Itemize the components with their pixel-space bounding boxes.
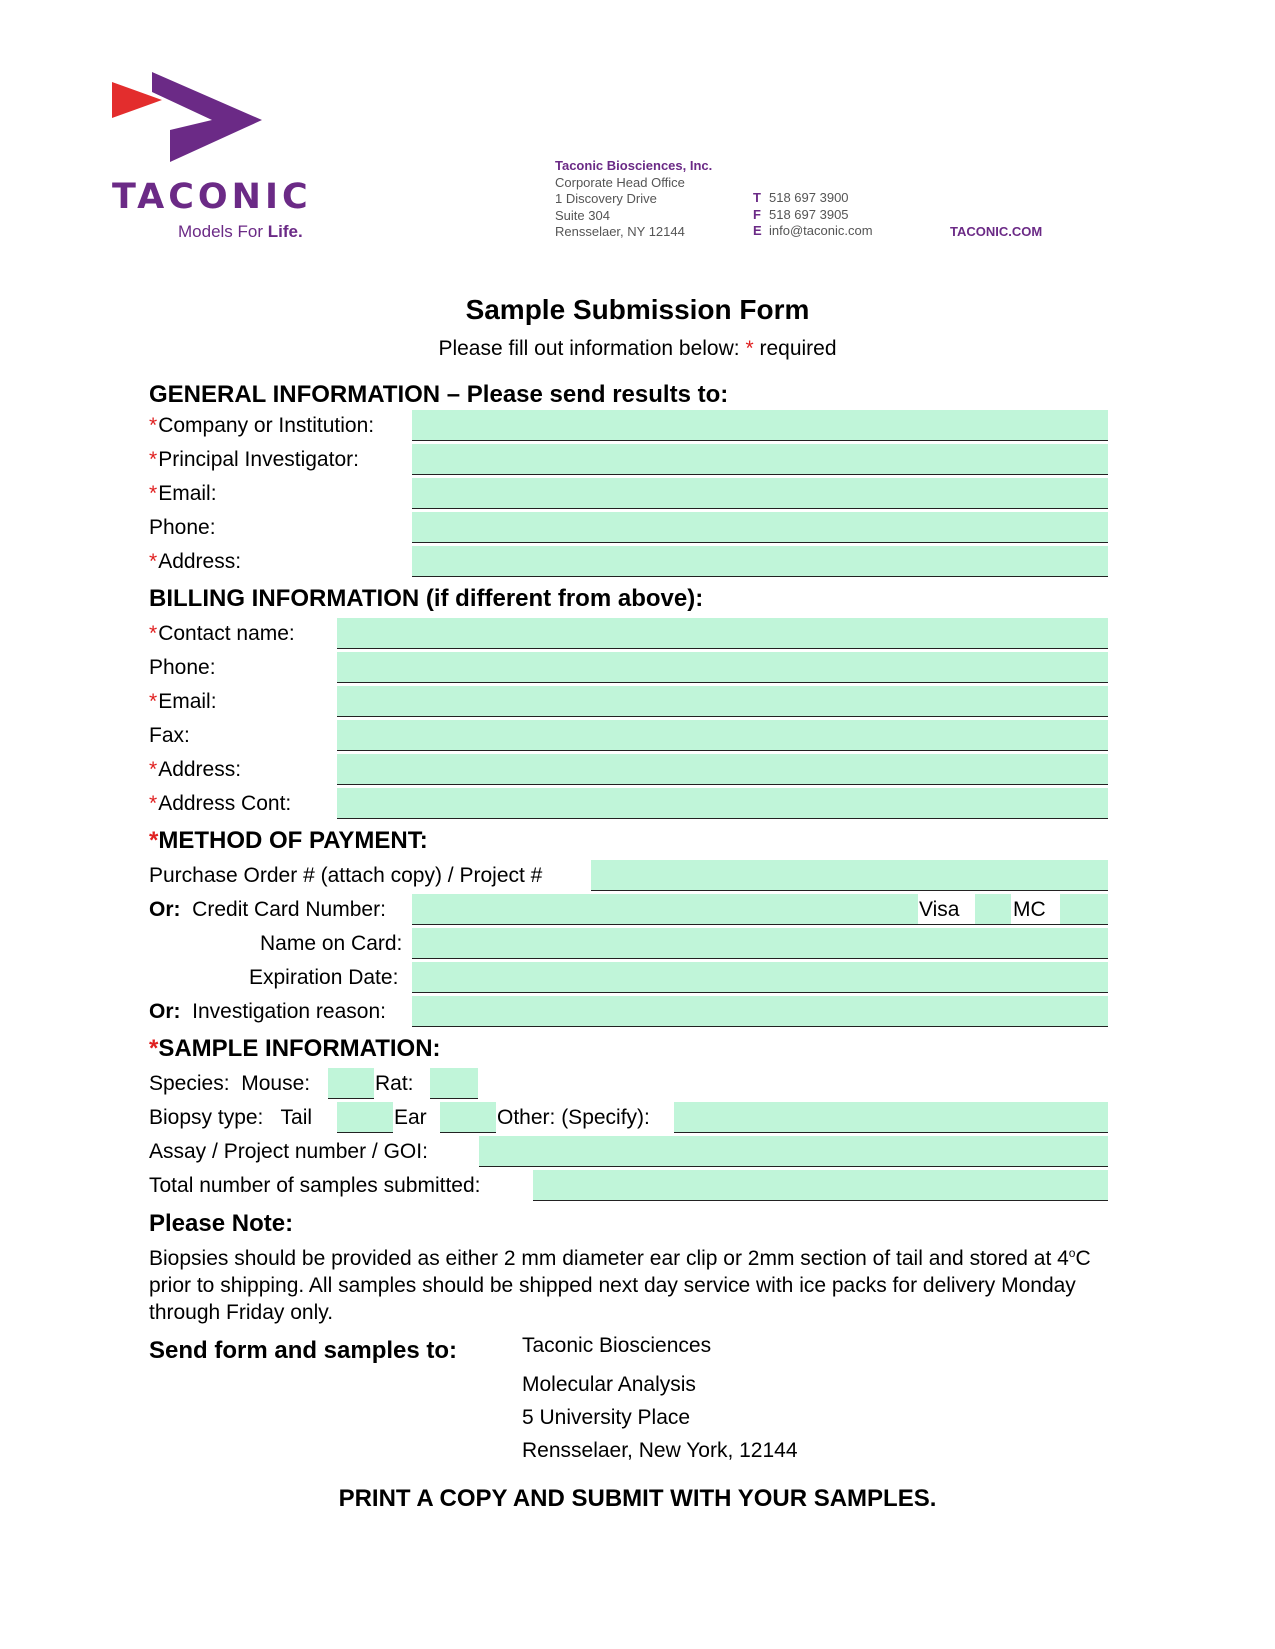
company-name: Taconic Biosciences, Inc. — [555, 158, 713, 173]
billing-address-cont-label: *Address Cont: — [149, 792, 292, 815]
note-body: Biopsies should be provided as either 2 mm diameter ear clip or 2mm section of tail and stored at 4$^o$C prior to shipping. All samples should be shipped next day service with ice packs for delivery Monday through Friday only. — [149, 1246, 1091, 1324]
species-label: Species: Mouse: — [149, 1072, 311, 1095]
assay-label: Assay / Project number / GOI: — [149, 1140, 428, 1163]
phone-label: Phone: — [149, 516, 216, 539]
company-address: Taconic Biosciences, Inc. Corporate Head Office 1 Discovery Drive Suite 304 Rensselaer, NY 12144 — [555, 158, 713, 239]
expiration-field[interactable] — [412, 962, 1108, 993]
ear-label: Ear — [394, 1106, 427, 1129]
other-specify-field[interactable] — [674, 1102, 1108, 1133]
expiration-label: Expiration Date: — [249, 966, 399, 989]
other-label: Other: (Specify): — [497, 1106, 650, 1129]
mouse-checkbox[interactable] — [328, 1068, 374, 1099]
billing-address-field[interactable] — [337, 754, 1108, 785]
email-field[interactable] — [412, 478, 1108, 509]
email-label: *Email: — [149, 482, 217, 505]
company-label: *Company or Institution: — [149, 414, 375, 437]
billing-info-heading: BILLING INFORMATION (if different from above): — [149, 585, 704, 612]
name-on-card-label: Name on Card: — [260, 932, 403, 955]
billing-contact-field[interactable] — [337, 618, 1108, 649]
billing-phone-field[interactable] — [337, 652, 1108, 683]
po-label: Purchase Order # (attach copy) / Project # — [149, 864, 543, 887]
payment-heading: *METHOD OF PAYMENT: — [149, 827, 428, 854]
billing-fax-label: Fax: — [149, 724, 190, 747]
cc-label: Or: Credit Card Number: — [149, 898, 386, 921]
note-heading: Please Note: — [149, 1210, 294, 1237]
total-samples-label: Total number of samples submitted: — [149, 1174, 481, 1197]
billing-email-label: *Email: — [149, 690, 217, 713]
print-instruction: PRINT A COPY AND SUBMIT WITH YOUR SAMPLES. — [338, 1485, 937, 1512]
visa-checkbox[interactable] — [975, 894, 1011, 925]
rat-checkbox[interactable] — [430, 1068, 478, 1099]
sample-heading: *SAMPLE INFORMATION: — [149, 1035, 441, 1062]
company-website: TACONIC.COM — [950, 224, 1043, 239]
billing-email-field[interactable] — [337, 686, 1108, 717]
billing-fax-field[interactable] — [337, 720, 1108, 751]
po-field[interactable] — [591, 860, 1108, 891]
logo-wordmark: TACONIC — [112, 177, 312, 217]
address-field[interactable] — [412, 546, 1108, 577]
company-contact: T 518 697 3900 F 518 697 3905 E info@taconic.com — [753, 190, 873, 238]
general-info-heading: GENERAL INFORMATION – Please send results to: — [149, 381, 729, 408]
visa-label: Visa — [919, 898, 960, 921]
pi-field[interactable] — [412, 444, 1108, 475]
send-address-line: Taconic Biosciences — [522, 1334, 712, 1357]
logo-tagline: Models For Life. — [178, 222, 303, 241]
mc-checkbox[interactable] — [1060, 894, 1108, 925]
billing-phone-label: Phone: — [149, 656, 216, 679]
billing-contact-label: *Contact name: — [149, 622, 295, 645]
pi-label: *Principal Investigator: — [149, 448, 359, 471]
page-title: Sample Submission Form — [465, 294, 810, 325]
send-heading: Send form and samples to: — [149, 1337, 458, 1364]
company-field[interactable] — [412, 410, 1108, 441]
assay-field[interactable] — [479, 1136, 1108, 1167]
billing-address-cont-field[interactable] — [337, 788, 1108, 819]
address-label: *Address: — [149, 550, 242, 573]
mc-label: MC — [1013, 898, 1046, 921]
send-address-line: 5 University Place — [522, 1406, 691, 1429]
biopsy-label: Biopsy type: Tail — [149, 1106, 313, 1129]
phone-field[interactable] — [412, 512, 1108, 543]
ear-checkbox[interactable] — [440, 1102, 496, 1133]
investigation-label: Or: Investigation reason: — [149, 1000, 386, 1023]
investigation-field[interactable] — [412, 996, 1108, 1027]
send-address-line: Molecular Analysis — [522, 1373, 696, 1396]
page-subtitle: Please fill out information below: * required — [438, 337, 837, 360]
rat-label: Rat: — [375, 1072, 414, 1095]
send-address-line: Rensselaer, New York, 12144 — [522, 1439, 798, 1462]
total-samples-field[interactable] — [533, 1170, 1108, 1201]
name-on-card-field[interactable] — [412, 928, 1108, 959]
cc-number-field[interactable] — [412, 894, 918, 925]
tail-checkbox[interactable] — [337, 1102, 393, 1133]
billing-address-label: *Address: — [149, 758, 242, 781]
taconic-logo-icon — [112, 72, 322, 247]
